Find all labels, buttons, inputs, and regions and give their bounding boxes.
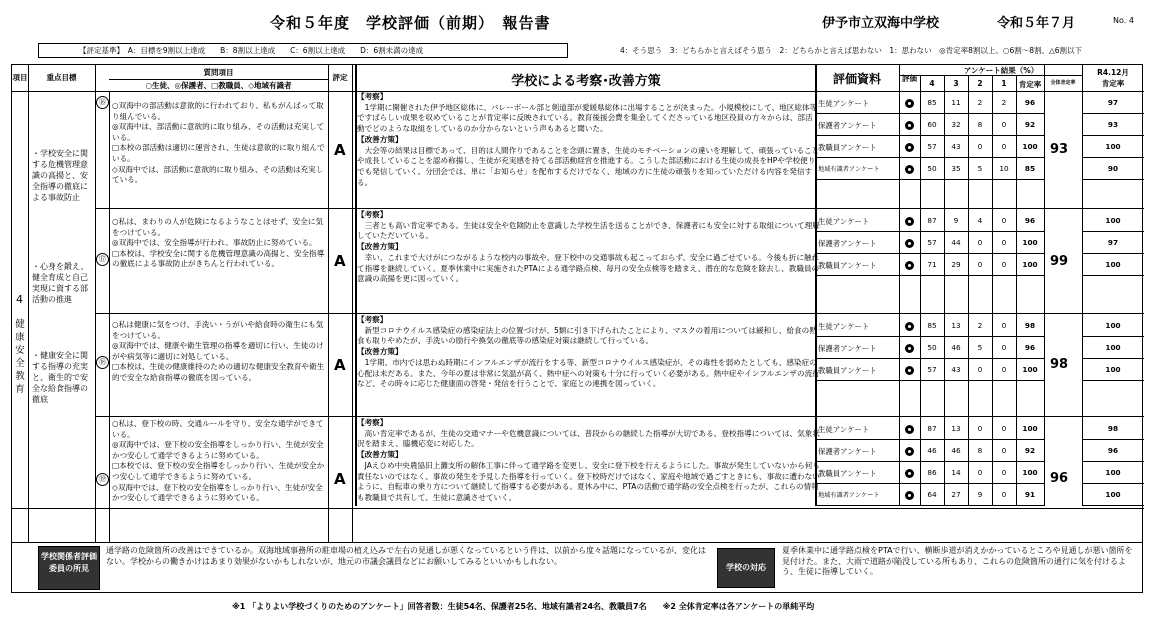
- affirm-rate: 91: [1024, 490, 1036, 499]
- grid-line: [109, 91, 110, 542]
- col-header-scale-4: 4: [929, 79, 935, 88]
- improvement-text: 幸い、これまで大けがにつながるような校内の事故や、登下校中の交通事故も起こっておらず、安全に過ごせている。今後も折に触れて指導を継続していく。夏季休業中に実施されたPTAによる通学路点検、毎月の安全点検等を踏まえ、潜在的な危険を除去し、教職員の意識の高揚を更に図っていく。: [357, 252, 820, 284]
- grid-line: [1082, 336, 1144, 337]
- rating-mark: [905, 366, 914, 375]
- col-header-rating: 評価: [902, 74, 917, 83]
- grid-line: [815, 179, 1044, 180]
- consideration-heading: 【考察】: [357, 92, 388, 101]
- rating-mark: [905, 217, 914, 226]
- grid-line: [95, 65, 96, 542]
- rating-mark: [905, 99, 914, 108]
- question-number: ⑯: [96, 96, 109, 109]
- survey-value-4: 64: [927, 490, 937, 499]
- r4-affirm-rate: 100: [1105, 216, 1121, 225]
- eval-grade: A: [334, 141, 346, 159]
- consideration-text: 三者とも高い肯定率である。生徒は安全や危険防止を意識した学校生活を送ることができ、保護者にも安全に対する取組について理解していただいている。: [357, 220, 820, 241]
- evaluation-table: [11, 64, 1143, 543]
- consideration-text: 高い肯定率であるが、生徒の交通マナーや危機意識については、普段からの継続した指導が大切である。登校指導については、気象状況を踏まえ、臨機応変に対応した。: [357, 428, 820, 449]
- overall-affirm: 98: [1050, 357, 1069, 372]
- school-name: 伊予市立双海中学校: [822, 16, 940, 31]
- affirm-rate: 96: [1024, 343, 1036, 352]
- survey-value-4: 57: [927, 238, 937, 247]
- r4-affirm-rate: 100: [1105, 142, 1121, 151]
- school-response-label: 学校の対応: [717, 548, 775, 588]
- col-header-scale-3: 3: [953, 79, 959, 88]
- question-text: ○私は、登下校の時、交通ルールを守り、安全な通学ができている。 ◎双海中では、登下校の安全指導をしっかり行い、生徒が安全かつ安心して通学できるように努めている。 □本校では、登下校の安全指導をしっかり行い、生徒が安全かつ安心して通学できるように努めている。 ◇双海中では、登下校の安全指導をしっかり行い、生徒が安全かつ安心して通学できるように努めている。: [112, 419, 325, 503]
- col-header-overall: 全体肯定率: [1050, 80, 1076, 86]
- survey-value-1: 0: [1001, 365, 1007, 374]
- improvement-text: 大会等の結果は目標であって、目的は人間作りであることを念頭に置き、生徒のモチベーションの違いを理解して、頑張っていることや成長していることを認め称揚し、生徒が充実感を持てる部活動経営を推進する。こうした部活動における生徒の成長をHPや学校便りでも発信していく。分団会では、単に「お知らせ」を配布するだけでなく、地域の方に生徒の頑張りを知っていただける内容を発信する。: [357, 145, 820, 187]
- survey-value-4: 60: [927, 120, 937, 129]
- survey-source: 生徒アンケート: [818, 425, 870, 434]
- grid-line: [1082, 253, 1144, 254]
- grid-line: [1044, 65, 1045, 506]
- report-date: 令和５年７月: [997, 16, 1076, 31]
- col-header-goal: 重点目標: [46, 73, 77, 82]
- col-header-materials: 評価資料: [832, 72, 881, 86]
- grid-line: [95, 416, 1144, 417]
- survey-source: 教職員アンケート: [818, 143, 877, 152]
- question-text: ○双海中の部活動は意欲的に行われており、私もがんばって取り組んでいる。 ◎双海中は、部活動に意欲的に取り組み、その活動は充実している。 □本校の部活動は適切に運営され、生徒は意欲的に取り組んでいる。 ◇双海中では、部活動に意欲的に取り組み、その活動は充実している。: [112, 101, 325, 185]
- survey-value-3: 43: [951, 142, 961, 151]
- affirm-rate: 100: [1022, 260, 1038, 269]
- rating-mark: [905, 491, 914, 500]
- rating-mark: [905, 239, 914, 248]
- school-response: 夏季休業中に通学路点検をPTAで行い、横断歩道が消えかかっているところや見通しが悪い箇所を見付けた。また、大雨で道路が陥没している所もあり、これらの危険箇所の通行に気を付けるよう、生徒に指導していく。: [782, 546, 1133, 576]
- col-header-r4: R4.12月: [1097, 68, 1129, 77]
- r4-affirm-rate: 96: [1107, 446, 1119, 455]
- consideration-text: 1学期に開催された伊予地区総体に、バレーボール部と剣道部が愛媛県総体に出場することが決まった。小規模校にして、地区総体等ですばらしい成果を収めていることが肯定率に反映されている。教育後援会費を集金してくださっている地区役員の方々からは、部活動でどのような取組をしているのか分からないという声もあると聞いた。: [357, 102, 818, 134]
- rating-mark: [905, 447, 914, 456]
- rating-mark: [905, 261, 914, 270]
- col-header-item: 項目: [12, 73, 28, 82]
- question-text: ○私は健康に気をつけ、手洗い・うがいや給食時の衛生にも気をつけている。 ◎双海中では、健康や衛生管理の指導を適切に行い、生徒のけがや病気等に適切に対処している。 □本校は、生徒の健康維持のための適切な健康安全教育や衛生的で安全な給食指導の徹底を図っている。: [112, 320, 325, 382]
- survey-value-1: 0: [1001, 120, 1007, 129]
- improvement-heading: 【改善方策】: [357, 242, 403, 252]
- grid-line: [1082, 380, 1144, 381]
- grid-line: [1082, 439, 1144, 440]
- survey-value-3: 14: [951, 468, 961, 477]
- eval-grade: A: [334, 252, 346, 270]
- survey-value-3: 32: [951, 120, 961, 129]
- eval-grade: A: [334, 470, 346, 488]
- grid-line: [815, 380, 1044, 381]
- survey-source: 生徒アンケート: [818, 99, 870, 108]
- committee-label: 学校関係者評価委員の所見: [38, 546, 100, 590]
- rating-mark: [905, 143, 914, 152]
- overall-affirm: 93: [1050, 142, 1069, 157]
- survey-source: 生徒アンケート: [818, 322, 870, 331]
- survey-value-1: 0: [1001, 142, 1007, 151]
- survey-source: 地域有識者アンケート: [818, 492, 880, 499]
- rating-mark: [905, 322, 914, 331]
- consideration-block: [357, 210, 820, 285]
- r4-affirm-rate: 100: [1105, 260, 1121, 269]
- grid-line: [815, 231, 1044, 232]
- item-name: 健康安全教育: [15, 319, 25, 395]
- survey-source: 教職員アンケート: [818, 366, 877, 375]
- col-header-affirm: 肯定率: [1018, 80, 1042, 89]
- survey-source: 保護者アンケート: [818, 239, 877, 248]
- affirm-rate: 96: [1024, 98, 1036, 107]
- grid-line: [815, 461, 1044, 462]
- affirm-rate: 92: [1024, 120, 1036, 129]
- survey-value-1: 0: [1001, 343, 1007, 352]
- r4-affirm-rate: 100: [1105, 321, 1121, 330]
- survey-value-3: 13: [951, 424, 961, 433]
- grid-line: [1082, 179, 1144, 180]
- improvement-text: JAえひめ中央農協旧上灘支所の解体工事に伴って通学路を変更し、安全に登下校を行えるようにした。事故が発生していないから何も責任ないのではなく、事故の発生を予見した指導を行っていく。登下校時だけではなく、家庭や地域で過ごすときにも、事故に遭わないように、自転車の乗り方について継続して指導する必要がある。夏休み中に、PTAの活動で通学路の安全点検を行ったが、これらの情報も教職員で共有して、生徒に意識させていく。: [357, 460, 820, 502]
- survey-source: 地域有識者アンケート: [818, 166, 880, 173]
- r4-affirm-rate: 97: [1107, 238, 1119, 247]
- grid-line: [1082, 461, 1144, 462]
- grid-line: [815, 336, 1044, 337]
- survey-value-2: 0: [977, 238, 983, 247]
- survey-value-1: 0: [1001, 238, 1007, 247]
- grid-line: [815, 113, 1044, 114]
- affirm-rate: 98: [1024, 321, 1036, 330]
- goal-1: ・学校安全に関する危機管理意識の高揚と、安全指導の徹底による事故防止: [32, 149, 88, 202]
- survey-value-1: 0: [1001, 468, 1007, 477]
- survey-source: 生徒アンケート: [818, 217, 870, 226]
- survey-value-1: 0: [1001, 446, 1007, 455]
- survey-value-3: 35: [951, 164, 961, 173]
- survey-value-4: 50: [927, 343, 937, 352]
- rating-mark: [905, 344, 914, 353]
- survey-value-3: 9: [953, 216, 959, 225]
- rating-mark: [905, 121, 914, 130]
- grid-line: [920, 75, 921, 506]
- rating-mark: [905, 165, 914, 174]
- grid-line: [1082, 231, 1144, 232]
- grid-line: [28, 65, 29, 542]
- survey-value-2: 0: [977, 260, 983, 269]
- r4-affirm-rate: 100: [1105, 365, 1121, 374]
- grid-line: [944, 75, 945, 506]
- grid-line: [12, 508, 1144, 509]
- grid-line: [815, 439, 1044, 440]
- affirm-rate: 100: [1022, 365, 1038, 374]
- survey-value-1: 0: [1001, 424, 1007, 433]
- grid-line: [815, 483, 1044, 484]
- grid-line: [95, 313, 1144, 314]
- survey-value-2: 5: [977, 164, 983, 173]
- grid-line: [1082, 135, 1144, 136]
- survey-value-1: 0: [1001, 321, 1007, 330]
- survey-value-4: 86: [927, 468, 937, 477]
- col-header-scale-2: 2: [977, 79, 983, 88]
- survey-value-1: 0: [1001, 490, 1007, 499]
- col-header-considerations: 学校による考察･改善方策: [511, 74, 661, 89]
- survey-value-3: 11: [951, 98, 961, 107]
- rating-mark: [905, 469, 914, 478]
- consideration-block: [357, 315, 820, 390]
- survey-value-2: 5: [977, 343, 983, 352]
- survey-source: 保護者アンケート: [818, 121, 877, 130]
- grid-line: [328, 65, 329, 542]
- survey-value-2: 8: [977, 120, 983, 129]
- survey-value-4: 46: [927, 446, 937, 455]
- overall-affirm: 96: [1050, 471, 1069, 486]
- col-header-r4-sub: 肯定率: [1101, 79, 1125, 88]
- grid-line: [815, 505, 1044, 506]
- affirm-rate: 96: [1024, 216, 1036, 225]
- evaluation-criteria: 【評定基準】 A：目標を9割以上達成 B：8割以上達成 C：6割以上達成 D：6割未満の達成: [38, 43, 568, 58]
- improvement-text: 1学期、市内では思わぬ時期にインフルエンザが流行をする等、新型コロナウイルス感染症が、その毒性を弱めたとしても、感染症の心配は未だある。また、今年の夏は非常に気温が高く、熱中症への対策も十分に行っていく必要がある。熱中症やインフルエンザの流行など、その時々に応じた健康面の啓発・発信を行うことで、家庭との連携を図っていく。: [357, 357, 820, 389]
- col-header-question: 質問項目: [203, 68, 234, 77]
- goal-2: ・心身を鍛え、健全育成と自己実現に資する部活動の推進: [32, 262, 89, 304]
- consideration-text: 新型コロナウイルス感染症の感染症法上の位置づけが、5類に引き下げられたことにより、マスクの着用については緩和し、給食の黙食も取りやめたが、手洗いの励行や換気の徹底等の感染症対策は継続して行っている。: [357, 325, 817, 346]
- col-header-scale-1: 1: [1001, 79, 1007, 88]
- grid-line: [815, 275, 1044, 276]
- survey-value-2: 0: [977, 365, 983, 374]
- survey-value-4: 50: [927, 164, 937, 173]
- grid-line: [1082, 113, 1144, 114]
- survey-value-3: 46: [951, 446, 961, 455]
- survey-value-2: 2: [977, 98, 983, 107]
- grid-line: [815, 135, 1044, 136]
- survey-value-3: 44: [951, 238, 961, 247]
- survey-value-4: 87: [927, 216, 937, 225]
- rating-mark: [905, 425, 914, 434]
- survey-value-3: 29: [951, 260, 961, 269]
- consideration-heading: 【考察】: [357, 315, 388, 324]
- improvement-heading: 【改善方策】: [357, 134, 403, 144]
- footnotes: ※1 「よりよい学校づくりのためのアンケート」回答者数：生徒54名、保護者25名、地域有識者24名、教職員7名 ※2 全体肯定率は各アンケートの単純平均: [232, 602, 815, 611]
- survey-value-1: 0: [1001, 260, 1007, 269]
- survey-value-2: 4: [977, 216, 983, 225]
- r4-affirm-rate: 93: [1107, 120, 1119, 129]
- survey-source: 保護者アンケート: [818, 344, 877, 353]
- question-number: ⑰: [96, 253, 109, 266]
- improvement-heading: 【改善方策】: [357, 347, 403, 357]
- survey-value-4: 85: [927, 321, 937, 330]
- affirm-rate: 92: [1024, 446, 1036, 455]
- grid-line: [352, 65, 353, 542]
- consideration-heading: 【考察】: [357, 418, 388, 427]
- survey-value-1: 0: [1001, 216, 1007, 225]
- r4-affirm-rate: 90: [1107, 164, 1119, 173]
- question-number: ⑱: [96, 356, 109, 369]
- affirm-rate: 100: [1022, 238, 1038, 247]
- affirm-rate: 100: [1022, 142, 1038, 151]
- col-header-question-sub: ○生徒、◎保護者、□教職員、◇地域有識者: [145, 81, 292, 90]
- survey-value-2: 0: [977, 424, 983, 433]
- survey-source: 保護者アンケート: [818, 447, 877, 456]
- grid-line: [815, 157, 1044, 158]
- survey-value-3: 27: [951, 490, 961, 499]
- grid-line: [1082, 505, 1144, 506]
- r4-affirm-rate: 97: [1107, 98, 1119, 107]
- survey-value-2: 2: [977, 321, 983, 330]
- survey-value-3: 46: [951, 343, 961, 352]
- survey-value-4: 87: [927, 424, 937, 433]
- grid-line: [1082, 157, 1144, 158]
- r4-affirm-rate: 98: [1107, 424, 1119, 433]
- survey-value-3: 43: [951, 365, 961, 374]
- grid-line: [1016, 75, 1017, 506]
- col-header-eval: 評定: [332, 73, 348, 82]
- col-header-survey: アンケート結果（%）: [963, 66, 1039, 75]
- survey-value-1: 2: [1001, 98, 1007, 107]
- grid-line: [1082, 358, 1144, 359]
- survey-value-2: 0: [977, 468, 983, 477]
- page-number: No. 4: [1113, 16, 1134, 25]
- r4-affirm-rate: 100: [1105, 490, 1121, 499]
- survey-source: 教職員アンケート: [818, 261, 877, 270]
- goal-3: ・健康安全に関する指導の充実と、衛生的で安全な給食指導の徹底: [32, 351, 88, 404]
- report-title: 令和５年度 学校評価（前期） 報告書: [270, 14, 551, 32]
- eval-grade: A: [334, 356, 346, 374]
- survey-value-2: 8: [977, 446, 983, 455]
- affirm-rate: 85: [1024, 164, 1036, 173]
- survey-value-4: 85: [927, 98, 937, 107]
- overall-affirm: 99: [1050, 254, 1069, 269]
- survey-value-3: 13: [951, 321, 961, 330]
- grid-line: [815, 358, 1044, 359]
- survey-value-4: 57: [927, 142, 937, 151]
- consideration-block: [357, 92, 820, 188]
- survey-value-2: 9: [977, 490, 983, 499]
- grid-line: [1082, 275, 1144, 276]
- r4-affirm-rate: 100: [1105, 468, 1121, 477]
- affirm-rate: 100: [1022, 468, 1038, 477]
- scale-legend: 4：そう思う 3：どちらかと言えばそう思う 2：どちらかと言えば思わない 1：思わない ◎肯定率8割以上、○6割～8割、△6割以下: [620, 46, 1083, 55]
- survey-source: 教職員アンケート: [818, 469, 877, 478]
- question-number: ⑲: [96, 473, 109, 486]
- survey-value-2: 0: [977, 142, 983, 151]
- question-text: ○私は、まわりの人が危険になるようなことはせず、安全に気をつけている。 ◎双海中では、安全指導が行われ、事故防止に努めている。 □本校は、学校安全に関する危機管理意識の高揚と、安全指導の徹底による事故防止がきちんと行われている。: [112, 217, 325, 269]
- survey-value-4: 71: [927, 260, 937, 269]
- grid-line: [1082, 483, 1144, 484]
- committee-opinion: 通学路の危険箇所の改善はできているか。双海地域事務所の駐車場の植え込みで左右の見通しが悪くなっているという件は、以前から度々話題になっているが、変化はない。学校からの働きかけはあまり効果がないかもしれないが、地元の市議会議員などにお願いしてみるといいかもしれない。: [106, 546, 706, 566]
- consideration-heading: 【考察】: [357, 210, 388, 219]
- grid-line: [968, 75, 969, 506]
- survey-value-1: 10: [999, 164, 1009, 173]
- grid-line: [815, 253, 1044, 254]
- grid-line: [992, 75, 993, 506]
- grid-line: [95, 208, 1144, 209]
- item-number: 4: [16, 293, 23, 306]
- r4-affirm-rate: 100: [1105, 343, 1121, 352]
- consideration-block: [357, 418, 820, 504]
- improvement-heading: 【改善方策】: [357, 450, 403, 460]
- survey-value-4: 57: [927, 365, 937, 374]
- affirm-rate: 100: [1022, 424, 1038, 433]
